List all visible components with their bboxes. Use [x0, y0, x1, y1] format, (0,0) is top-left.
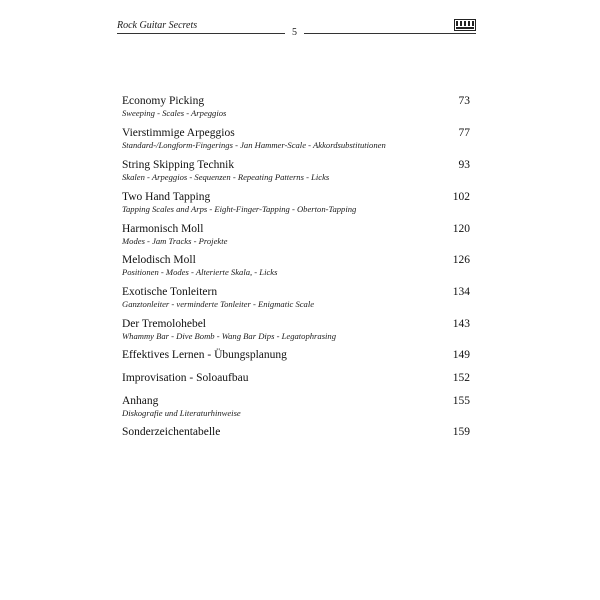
logo-bottom-bar [456, 27, 474, 29]
toc-entry-page-number: 152 [452, 372, 470, 384]
toc-entry-page-number: 143 [452, 318, 470, 330]
toc-entry-page-number: 159 [452, 426, 470, 438]
toc-entry [122, 191, 470, 214]
toc-entry [122, 223, 470, 246]
toc-entry-page-number: 126 [452, 254, 470, 266]
toc-entry-subtitle: Diskografie und Literaturhinweise [122, 408, 241, 418]
toc-entry-page-number: 102 [452, 191, 470, 203]
publisher-logo [454, 19, 476, 31]
toc-entry [122, 372, 470, 385]
toc-entry [122, 127, 470, 150]
toc-entry-page-number: 73 [458, 95, 470, 107]
toc-entry-subtitle: Sweeping - Scales - Arpeggios [122, 108, 227, 118]
toc-entry [122, 395, 470, 418]
toc-entry [122, 95, 470, 118]
toc-entry-title: Sonderzeichentabelle [122, 426, 221, 438]
toc-entry-subtitle: Modes - Jam Tracks - Projekte [122, 236, 228, 246]
toc-entry-subtitle: Skalen - Arpeggios - Sequenzen - Repeating Patterns - Licks [122, 172, 330, 182]
toc-entry [122, 159, 470, 182]
toc-entry-title: Vierstimmige Arpeggios [122, 127, 235, 139]
toc-entry-title: Der Tremolohebel [122, 318, 207, 330]
logo-top-pattern [456, 21, 474, 26]
toc-entry-title: Economy Picking [122, 95, 205, 107]
toc-entry-title: Effektives Lernen - Übungsplanung [122, 349, 287, 361]
toc-entry-page-number: 93 [458, 159, 470, 171]
toc-entry-subtitle: Whammy Bar - Dive Bomb - Wang Bar Dips - Legatophrasing [122, 331, 337, 341]
toc-entry-title: String Skipping Technik [122, 159, 235, 171]
toc-entry [122, 286, 470, 309]
toc-entry-title: Exotische Tonleitern [122, 286, 218, 298]
toc-entry-title: Melodisch Moll [122, 254, 196, 266]
toc-entry-page-number: 149 [452, 349, 470, 361]
toc-entry-subtitle: Standard-/Longform-Fingerings - Jan Hammer-Scale - Akkordsubstitutionen [122, 140, 386, 150]
toc-entry-page-number: 77 [458, 127, 470, 139]
header-rule-left [117, 33, 285, 34]
toc-entry-subtitle: Positionen - Modes - Alterierte Skala, - Licks [122, 267, 278, 277]
toc-entry-title: Harmonisch Moll [122, 223, 204, 235]
toc-entry-page-number: 120 [452, 223, 470, 235]
toc-entry-subtitle: Ganztonleiter - verminderte Tonleiter - Enigmatic Scale [122, 299, 315, 309]
header-rule-right [304, 33, 476, 34]
toc-entry [122, 254, 470, 277]
page-number: 5 [292, 27, 297, 38]
toc-entry-title: Improvisation - Soloaufbau [122, 372, 249, 384]
toc-entry [122, 426, 470, 439]
running-header-title: Rock Guitar Secrets [117, 20, 198, 31]
toc-entry-title: Two Hand Tapping [122, 191, 211, 203]
toc-entry [122, 318, 470, 341]
toc-entry [122, 349, 470, 362]
toc-entry-page-number: 155 [452, 395, 470, 407]
toc-entry-title: Anhang [122, 395, 159, 407]
toc-entry-page-number: 134 [452, 286, 470, 298]
toc-entry-subtitle: Tapping Scales and Arps - Eight-Finger-Tapping - Oberton-Tapping [122, 204, 357, 214]
